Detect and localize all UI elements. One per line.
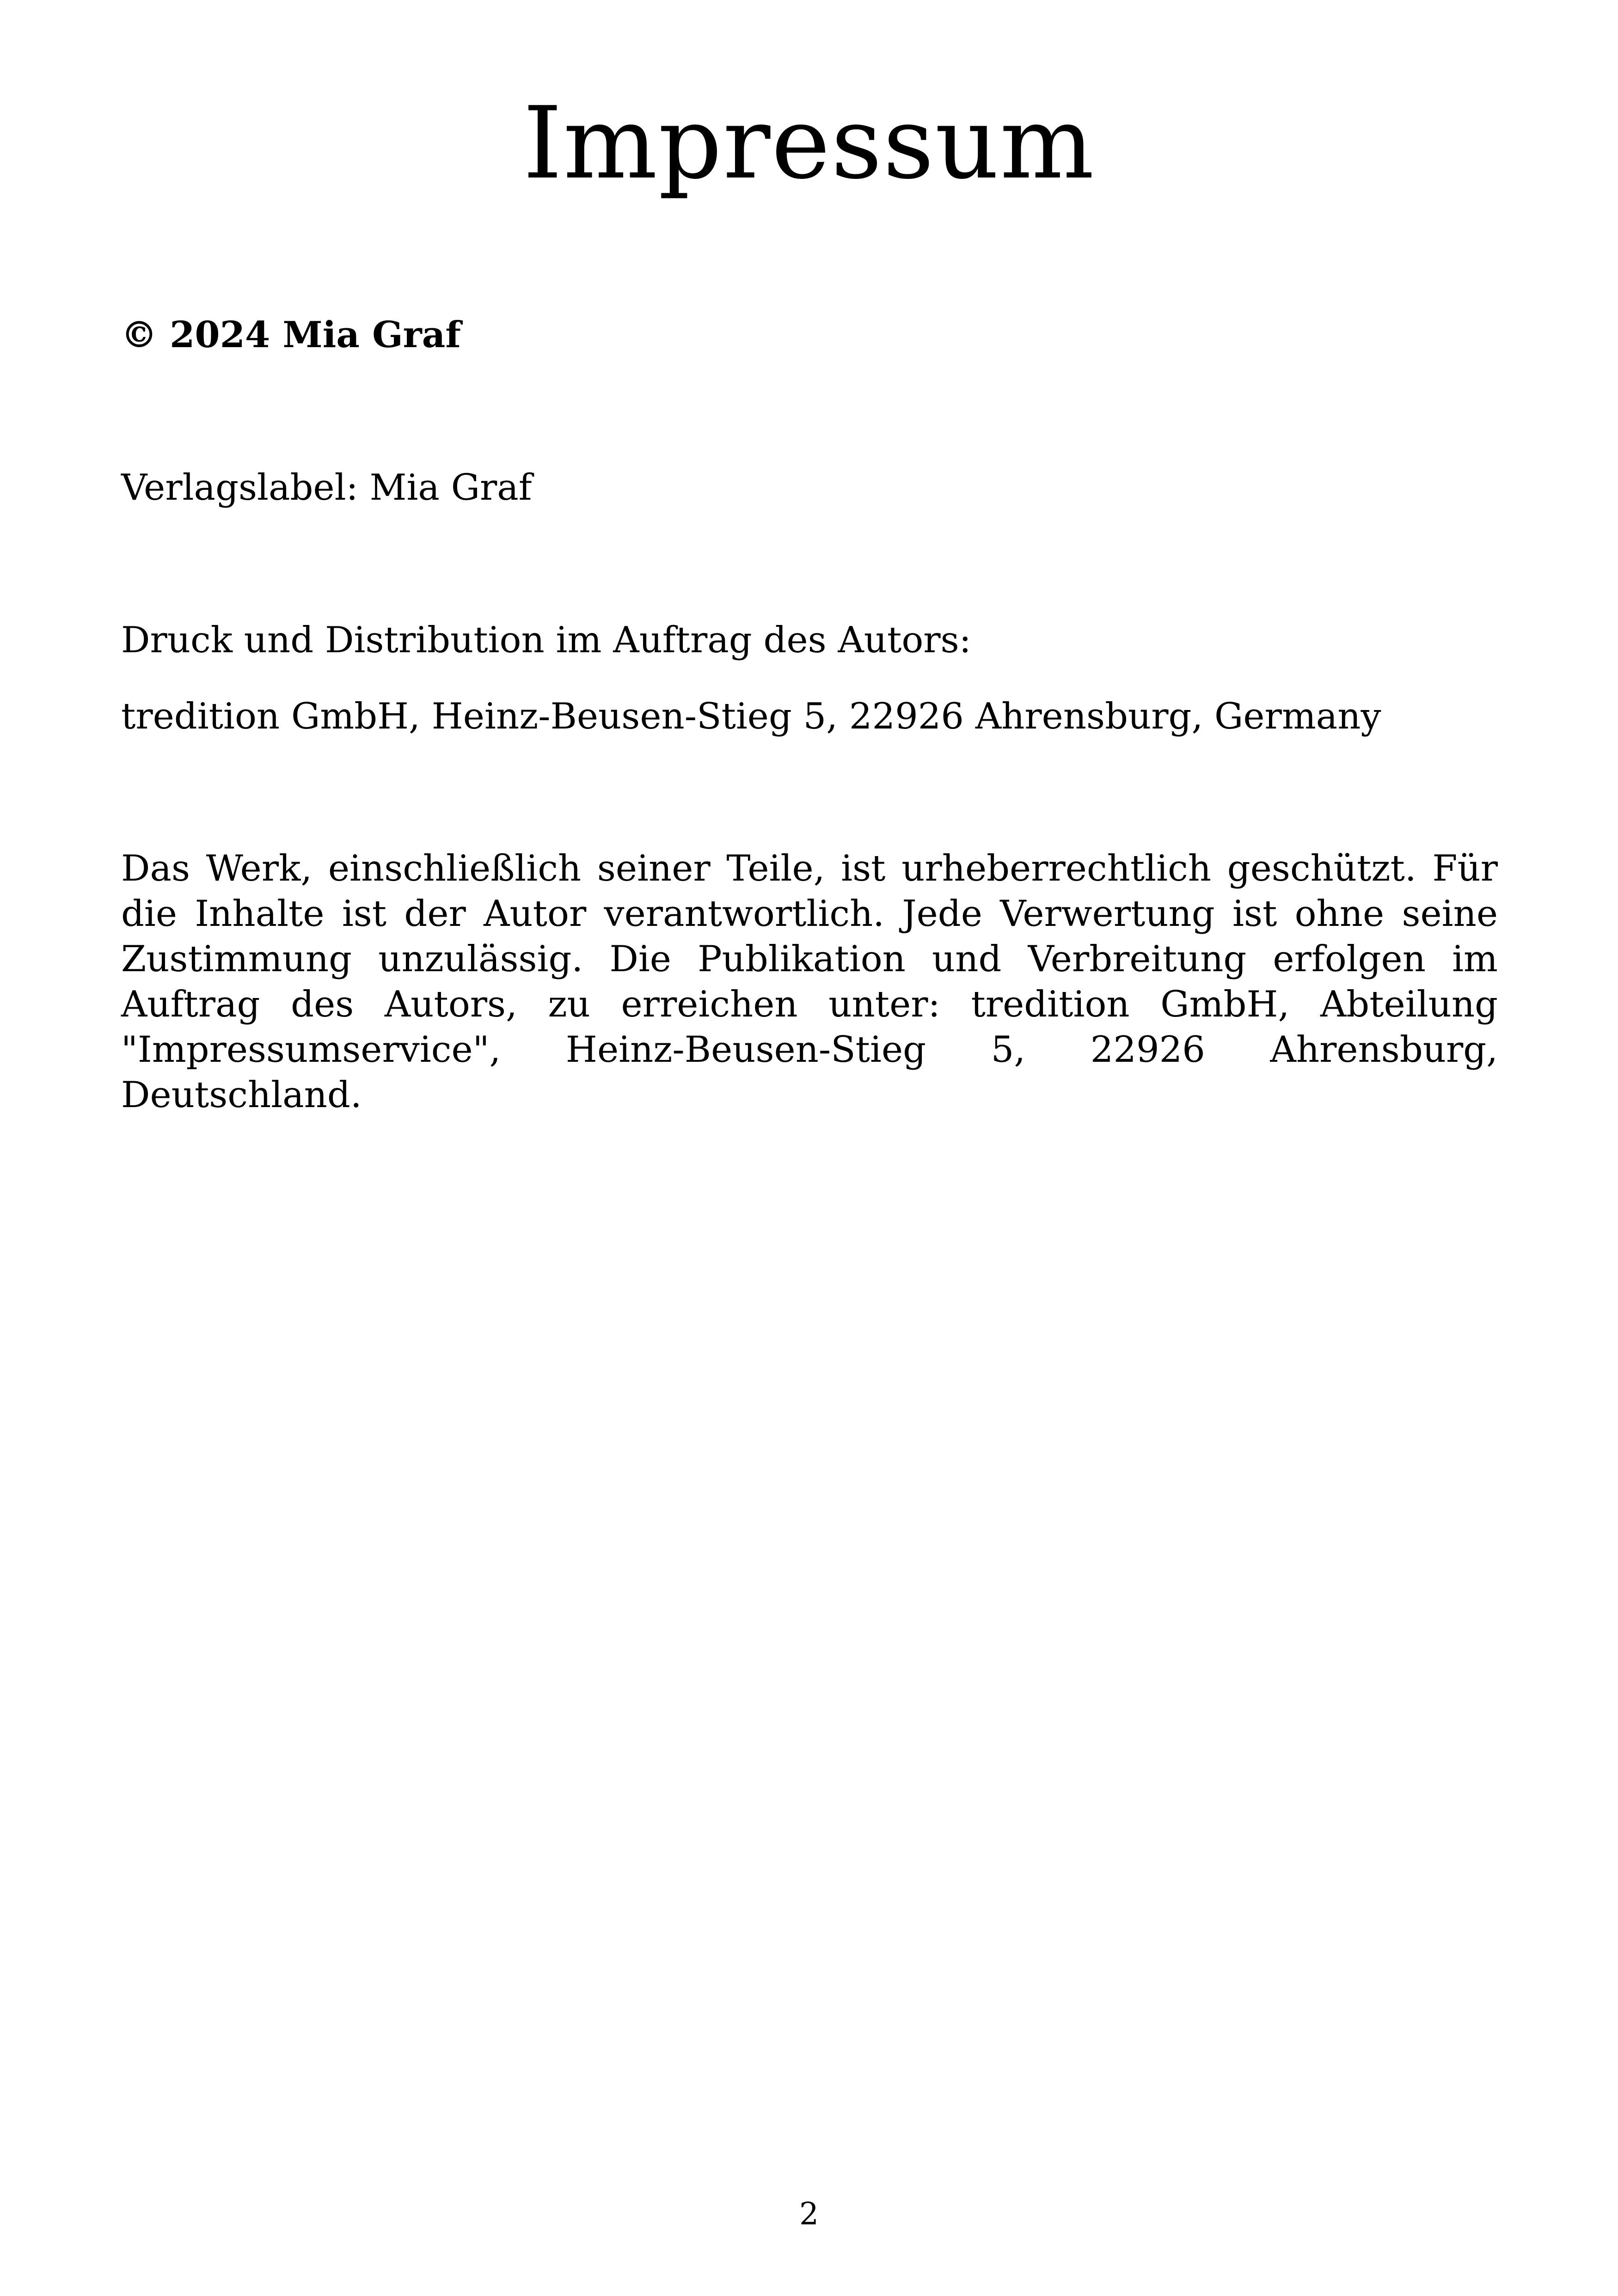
page-title: Impressum [523, 85, 1095, 201]
copyright-notice: © 2024 Mia Graf [121, 314, 461, 356]
print-distribution-heading: Druck und Distribution im Auftrag des Autors: [121, 619, 971, 661]
page-number: 2 [799, 2196, 819, 2232]
publisher-label: Verlagslabel: Mia Graf [121, 467, 532, 508]
print-distribution-address: tredition GmbH, Heinz-Beusen-Stieg 5, 22926 Ahrensburg, Germany [121, 696, 1381, 737]
copyright-legal-paragraph: Das Werk, einschließlich seiner Teile, ist urheberrechtlich geschützt. Für die Inhalte ist der Autor verantwortlich. Jede Verwertung ist ohne seine Zustimmung unzulässig. Die Publikation und Verbreitung erfolgen im Auftrag des Autors, zu erreichen unter: tredition GmbH, Abteilung "Impressumservice", Heinz-Beusen-Stieg 5, 22926 Ahrensburg, Deutschland. [121, 848, 1498, 1116]
